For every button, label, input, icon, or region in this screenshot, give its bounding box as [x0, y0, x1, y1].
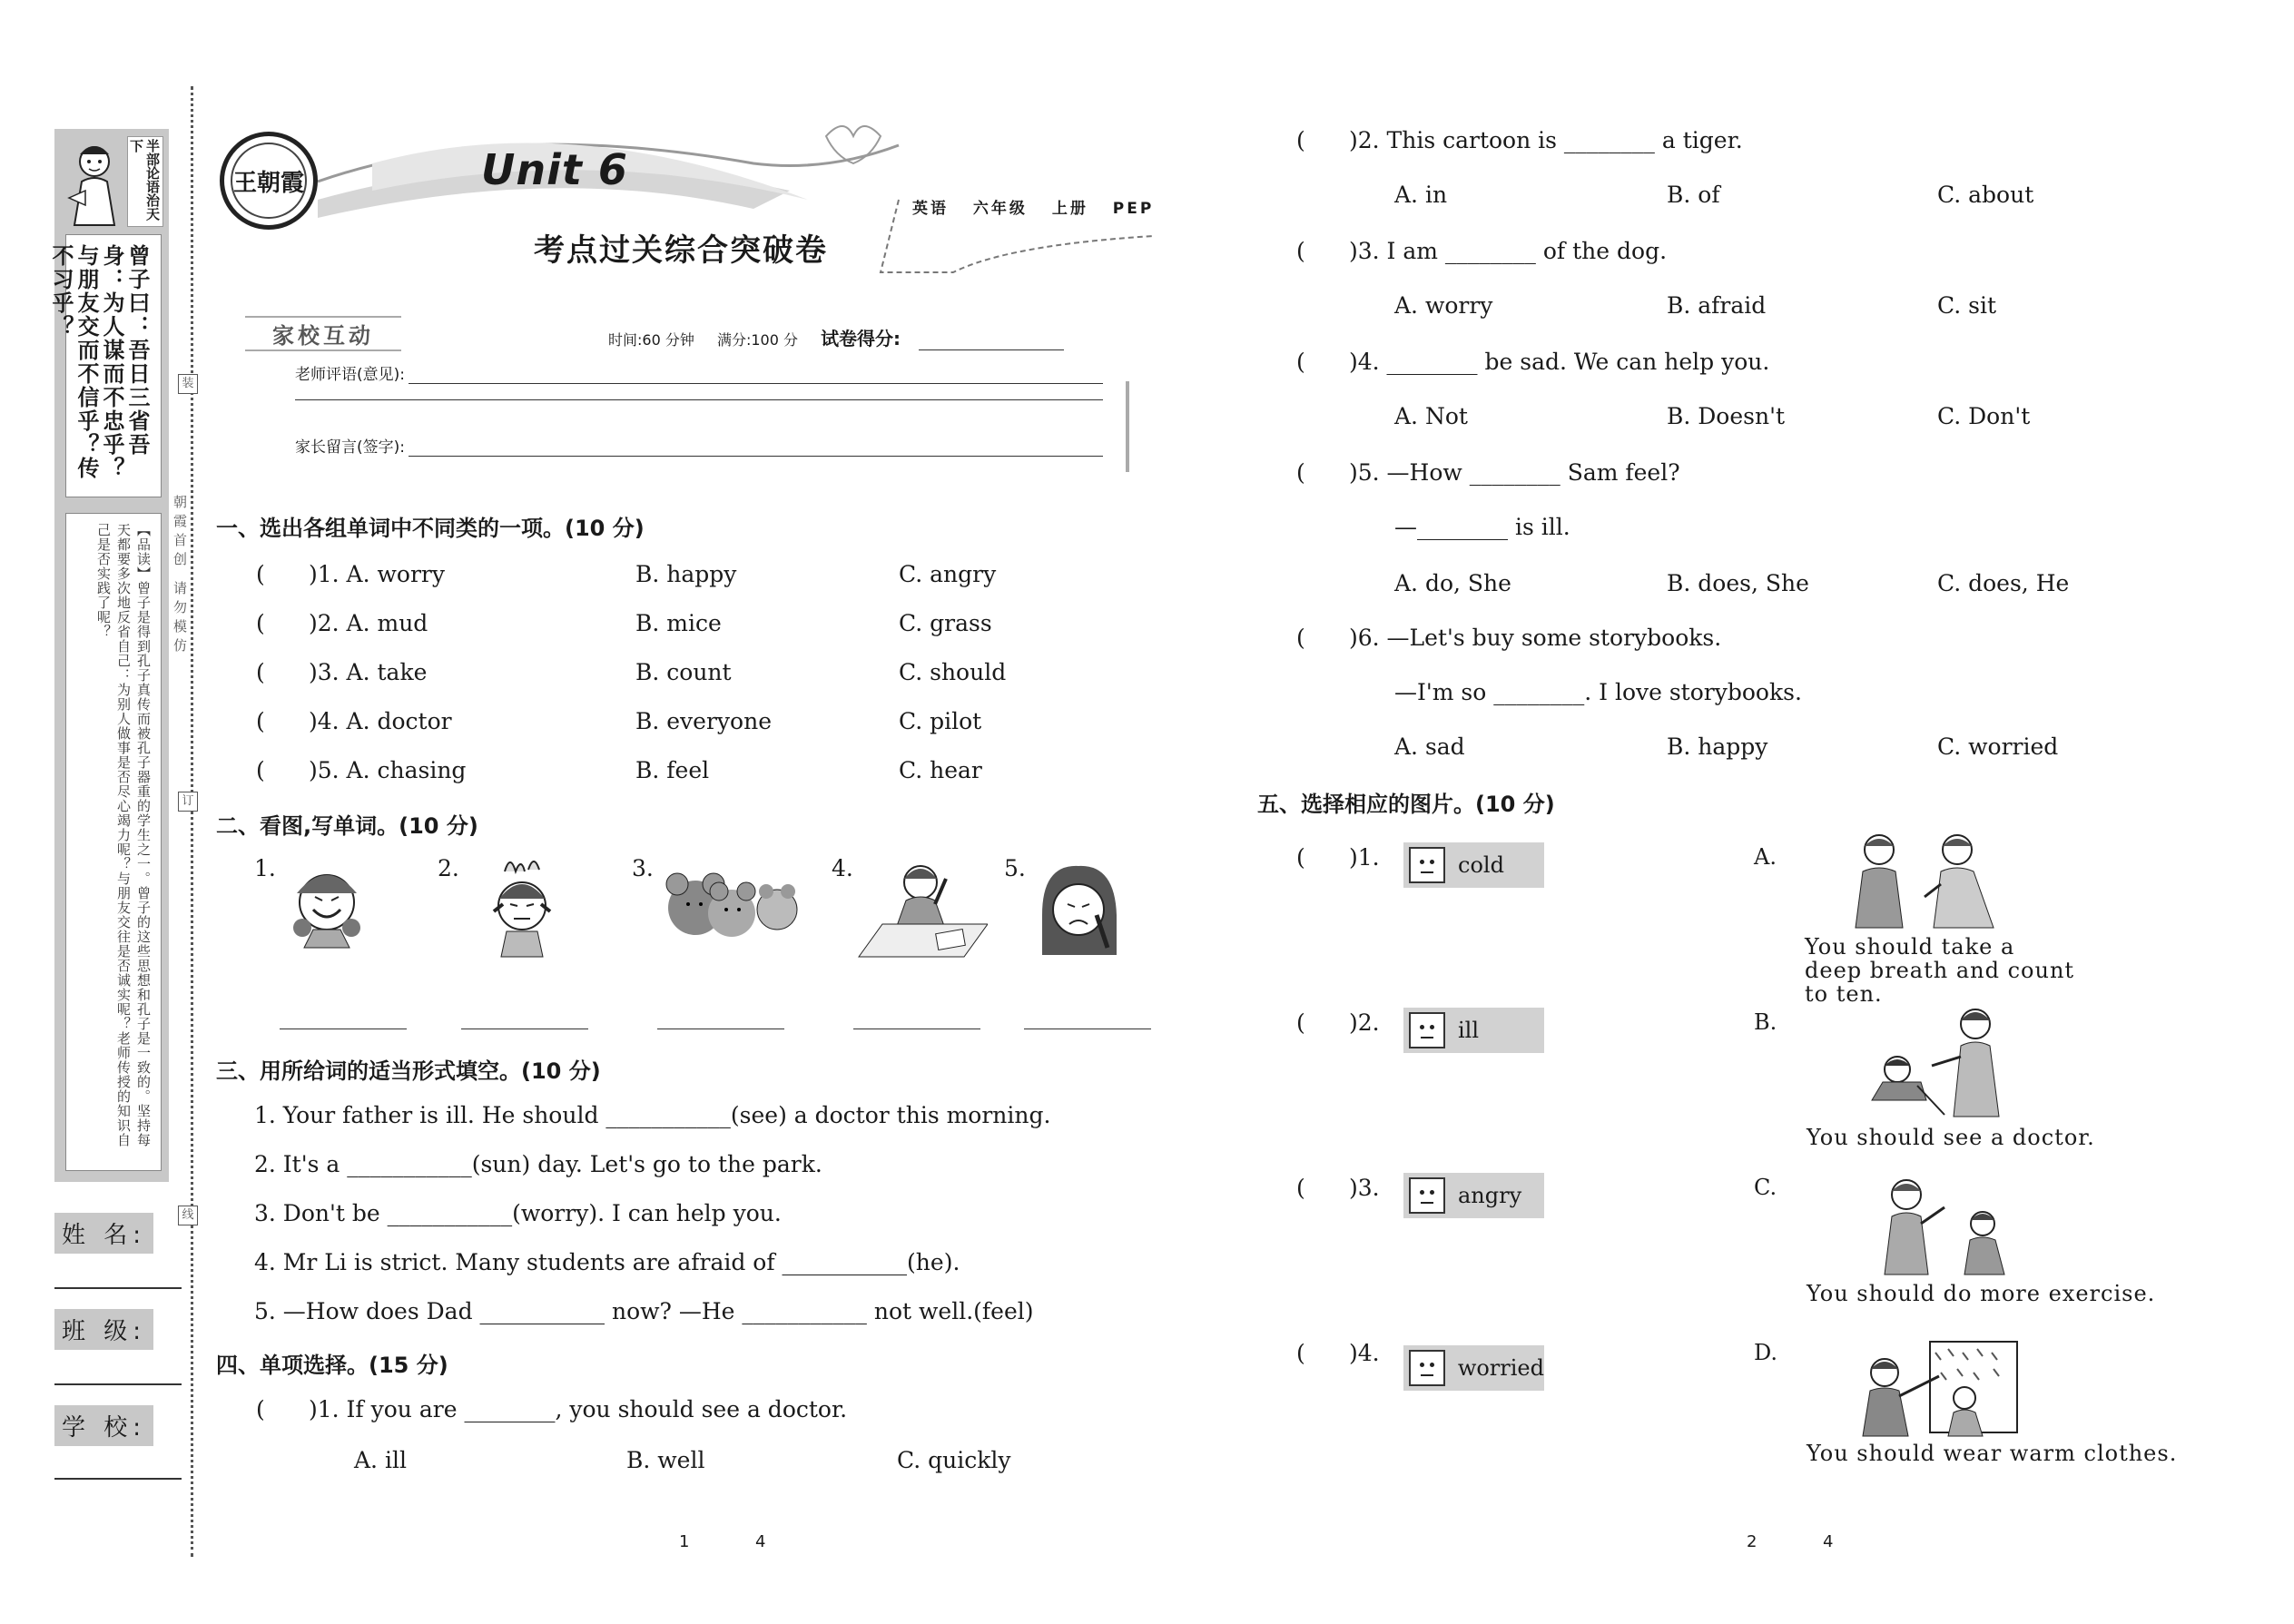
answer-blank[interactable]: (	[1296, 459, 1305, 486]
mc-option-b: B. happy	[1667, 733, 1768, 760]
publisher-logo	[220, 132, 318, 230]
option-caption-a: You should take a deep breath and count to ten.	[1805, 934, 2075, 1007]
section1-title: 一、选出各组单词中不同类的一项。(10 分)	[216, 516, 645, 541]
option-caption-d: You should wear warm clothes.	[1807, 1441, 2178, 1466]
mc-option-c: C. about	[1937, 182, 2034, 208]
score-label: 试卷得分:	[821, 328, 901, 349]
mc-option-a: A. sad	[1394, 733, 1465, 760]
answer-line-1[interactable]	[280, 1028, 407, 1029]
question-stem: )2. A. mud	[309, 610, 428, 636]
emotion-tag-worried	[1403, 1345, 1544, 1391]
emotion-word: angry	[1458, 1183, 1522, 1208]
answer-line-4[interactable]	[853, 1028, 980, 1029]
class-label: 班 级:	[54, 1309, 153, 1350]
option-c: C. grass	[899, 610, 992, 636]
mc-question-5	[1296, 459, 1680, 486]
picture-number-3: 3.	[632, 855, 654, 881]
mc-option-c: C. quickly	[897, 1447, 1011, 1473]
mc-question-3	[1296, 238, 1667, 264]
book-meta	[912, 195, 1170, 218]
answer-blank[interactable]: (	[256, 610, 265, 636]
option-letter-a: A.	[1754, 844, 1777, 870]
left-page-number: 1	[679, 1532, 690, 1551]
score-field[interactable]	[919, 349, 1064, 350]
mc-option-b: B. does, She	[1667, 570, 1809, 596]
cut-mark-3: 线	[178, 1206, 198, 1225]
motto-header-box	[127, 136, 163, 227]
binding-dotted-line	[191, 86, 193, 1557]
angry-girl-picture	[472, 851, 572, 960]
answer-blank[interactable]: (	[1296, 1340, 1305, 1366]
mc-option-c: C. worried	[1937, 733, 2059, 760]
answer-blank[interactable]: (	[256, 1396, 265, 1422]
match-item-4	[1296, 1340, 1380, 1366]
mc-question-2	[1296, 127, 1743, 153]
name-label: 姓 名:	[54, 1213, 153, 1254]
logo-text: 王朝霞	[231, 143, 307, 219]
edition-tag: PEP	[1112, 200, 1155, 218]
mice-picture	[659, 862, 804, 953]
parent-comment-row	[295, 434, 1103, 457]
section2-title: 二、看图,写单词。(10 分)	[216, 813, 478, 839]
answer-blank[interactable]: (	[256, 757, 265, 783]
question-stem-line2: —________ is ill.	[1394, 514, 1570, 540]
mc-option-b: B. well	[626, 1447, 705, 1473]
list-item	[256, 659, 1007, 685]
emotion-word: cold	[1458, 852, 1504, 878]
teacher-comment-field-2[interactable]	[295, 399, 1103, 400]
question-stem: )1. A. worry	[309, 561, 445, 587]
fill-blank-item-4[interactable]: 4. Mr Li is strict. Many students are afraid of ___________(he).	[254, 1249, 960, 1275]
option-letter-c: C.	[1754, 1175, 1777, 1200]
name-field[interactable]	[54, 1287, 182, 1289]
question-stem: )1. If you are ________, you should see a doctor.	[309, 1396, 848, 1422]
scholar-illustration	[58, 134, 127, 229]
mc-option-c: C. Don't	[1937, 403, 2031, 429]
right-page-number: 2	[1747, 1532, 1757, 1551]
answer-blank[interactable]: (	[1296, 127, 1305, 153]
question-stem: )6. —Let's buy some storybooks.	[1349, 625, 1722, 651]
match-item-2	[1296, 1009, 1380, 1036]
cut-mark-1: 装	[178, 374, 198, 394]
option-b: B. count	[635, 659, 732, 685]
emotion-word: ill	[1458, 1018, 1480, 1043]
cut-mark-2: 订	[178, 792, 198, 812]
answer-blank[interactable]: (	[256, 659, 265, 685]
list-item	[256, 708, 982, 734]
commentary-text: 【品读】曾子是得到孔子真传而被孔子器重的学生之一。曾子的这些思想和孔子是一致的。坚持每天都要多次地反省自己：为别人做事是否尽心竭力呢？与朋友交往是否诚实呢？老师传授的知识自己是否实践了呢？	[95, 523, 152, 1147]
question-stem-line2: —I'm so ________. I love storybooks.	[1394, 679, 1802, 705]
school-field[interactable]	[54, 1478, 182, 1480]
option-c: C. hear	[899, 757, 982, 783]
mc-question-1	[256, 1396, 847, 1422]
motto-text: 曾子曰：吾日三省吾身：为人谋而不忠乎？与朋友交而不信乎？传不习乎？	[48, 244, 150, 480]
fill-blank-item-2[interactable]: 2. It's a ___________(sun) day. Let's go to the park.	[254, 1151, 822, 1177]
option-b: B. feel	[635, 757, 710, 783]
option-b: B. happy	[635, 561, 737, 587]
answer-blank[interactable]: (	[256, 708, 265, 734]
home-school-banner: 家校互动	[245, 316, 401, 351]
question-stem: )4. ________ be sad. We can help you.	[1349, 349, 1770, 375]
face-icon	[1409, 1350, 1445, 1386]
emotion-tag-angry	[1403, 1173, 1544, 1218]
answer-line-3[interactable]	[657, 1028, 784, 1029]
motto-header: 半部论语治天下	[128, 139, 161, 221]
emotion-tag-cold	[1403, 842, 1544, 888]
question-stem: )3. A. take	[309, 659, 428, 685]
match-item-1	[1296, 844, 1380, 871]
parent-comment-field[interactable]	[409, 456, 1103, 457]
mc-option-a: A. worry	[1394, 292, 1493, 319]
frame-decoration	[1126, 381, 1129, 472]
worried-girl-picture	[1033, 861, 1124, 960]
answer-blank[interactable]: (	[1296, 238, 1305, 264]
section5-title: 五、选择相应的图片。(10 分)	[1257, 792, 1555, 817]
happy-girl-picture	[277, 857, 377, 957]
face-icon	[1409, 1177, 1445, 1214]
teacher-comment-row-2	[295, 399, 1103, 400]
term-tag: 上册	[1051, 200, 1088, 218]
answer-line-2[interactable]	[461, 1028, 588, 1029]
list-item	[256, 561, 997, 587]
answer-blank[interactable]: (	[1296, 844, 1305, 871]
section3-title: 三、用所给词的适当形式填空。(10 分)	[216, 1058, 601, 1084]
cut-note: 朝霞首创 请勿模仿	[172, 495, 188, 657]
mc-question-4	[1296, 349, 1769, 375]
answer-blank[interactable]: (	[1296, 625, 1305, 651]
face-icon	[1409, 847, 1445, 883]
option-letter-b: B.	[1754, 1009, 1777, 1035]
list-item	[256, 757, 982, 783]
school-label: 学 校:	[54, 1405, 153, 1446]
picture-number-1: 1.	[254, 855, 276, 881]
fill-blank-item-5[interactable]: 5. —How does Dad ___________ now? —He ___________ not well.(feel)	[254, 1298, 1034, 1324]
match-number: )1.	[1349, 844, 1380, 871]
full-score: 满分:100 分	[716, 331, 798, 349]
question-stem: )2. This cartoon is ________ a tiger.	[1349, 127, 1743, 153]
teacher-comment-field[interactable]	[409, 383, 1103, 384]
answer-blank[interactable]: (	[1296, 349, 1305, 375]
fill-blank-item-1[interactable]: 1. Your father is ill. He should ___________(see) a doctor this morning.	[254, 1102, 1051, 1128]
option-letter-d: D.	[1754, 1340, 1778, 1365]
mc-option-a: A. in	[1394, 182, 1448, 208]
emotion-tag-ill	[1403, 1008, 1544, 1053]
mc-option-b: B. of	[1667, 182, 1720, 208]
question-stem: )5. —How ________ Sam feel?	[1349, 459, 1680, 486]
unit-title: Unit 6	[481, 145, 628, 194]
match-item-3	[1296, 1175, 1380, 1201]
exam-info	[608, 324, 1082, 350]
student-studying-picture	[855, 857, 988, 959]
option-caption-c: You should do more exercise.	[1807, 1281, 2156, 1306]
picture-number-2: 2.	[438, 855, 459, 881]
time-limit: 时间:60 分钟	[608, 331, 694, 349]
grade-tag: 六年级	[972, 200, 1028, 218]
doctor-patient-picture	[1863, 1002, 2017, 1120]
match-number: )3.	[1349, 1175, 1380, 1201]
list-item	[256, 610, 992, 636]
mc-option-c: C. does, He	[1937, 570, 2070, 596]
parent-comment-label: 家长留言(签字):	[295, 438, 405, 457]
commentary-box	[65, 513, 162, 1171]
mc-option-a: A. Not	[1394, 403, 1468, 429]
option-caption-b: You should see a doctor.	[1807, 1125, 2095, 1150]
subject-tag: 英语	[912, 200, 949, 218]
match-number: )2.	[1349, 1009, 1380, 1036]
mc-option-a: A. do, She	[1394, 570, 1511, 596]
exercise-advice-picture	[1866, 1175, 2021, 1276]
right-page-total: 4	[1823, 1532, 1834, 1551]
answer-blank[interactable]: (	[256, 561, 265, 587]
mc-option-a: A. ill	[354, 1447, 407, 1473]
option-b: B. everyone	[635, 708, 772, 734]
motto-box	[48, 234, 162, 497]
warm-clothes-picture	[1857, 1340, 2021, 1438]
mc-question-6	[1296, 625, 1721, 651]
emotion-word: worried	[1457, 1355, 1544, 1381]
answer-line-5[interactable]	[1024, 1028, 1151, 1029]
class-field[interactable]	[54, 1383, 182, 1385]
exam-title: 考点过关综合突破卷	[534, 232, 828, 269]
option-c: C. should	[899, 659, 1007, 685]
fill-blank-item-3[interactable]: 3. Don't be ___________(worry). I can help you.	[254, 1200, 782, 1226]
question-stem: )5. A. chasing	[309, 757, 467, 783]
picture-number-4: 4.	[832, 855, 853, 881]
mc-option-c: C. sit	[1937, 292, 1997, 319]
question-stem: )3. I am ________ of the dog.	[1349, 238, 1668, 264]
teacher-comment-label: 老师评语(意见):	[295, 366, 405, 384]
match-number: )4.	[1349, 1340, 1380, 1366]
teacher-comment-row	[295, 361, 1103, 384]
answer-blank[interactable]: (	[1296, 1175, 1305, 1201]
left-page-total: 4	[755, 1532, 766, 1551]
face-icon	[1409, 1012, 1445, 1048]
option-c: C. pilot	[899, 708, 982, 734]
answer-blank[interactable]: (	[1296, 1009, 1305, 1036]
section4-title: 四、单项选择。(15 分)	[216, 1353, 448, 1378]
question-stem: )4. A. doctor	[309, 708, 452, 734]
option-c: C. angry	[899, 561, 997, 587]
mc-option-b: B. Doesn't	[1667, 403, 1786, 429]
two-men-talking-picture	[1839, 830, 2003, 930]
option-b: B. mice	[635, 610, 722, 636]
picture-number-5: 5.	[1004, 855, 1026, 881]
mc-option-b: B. afraid	[1667, 292, 1767, 319]
